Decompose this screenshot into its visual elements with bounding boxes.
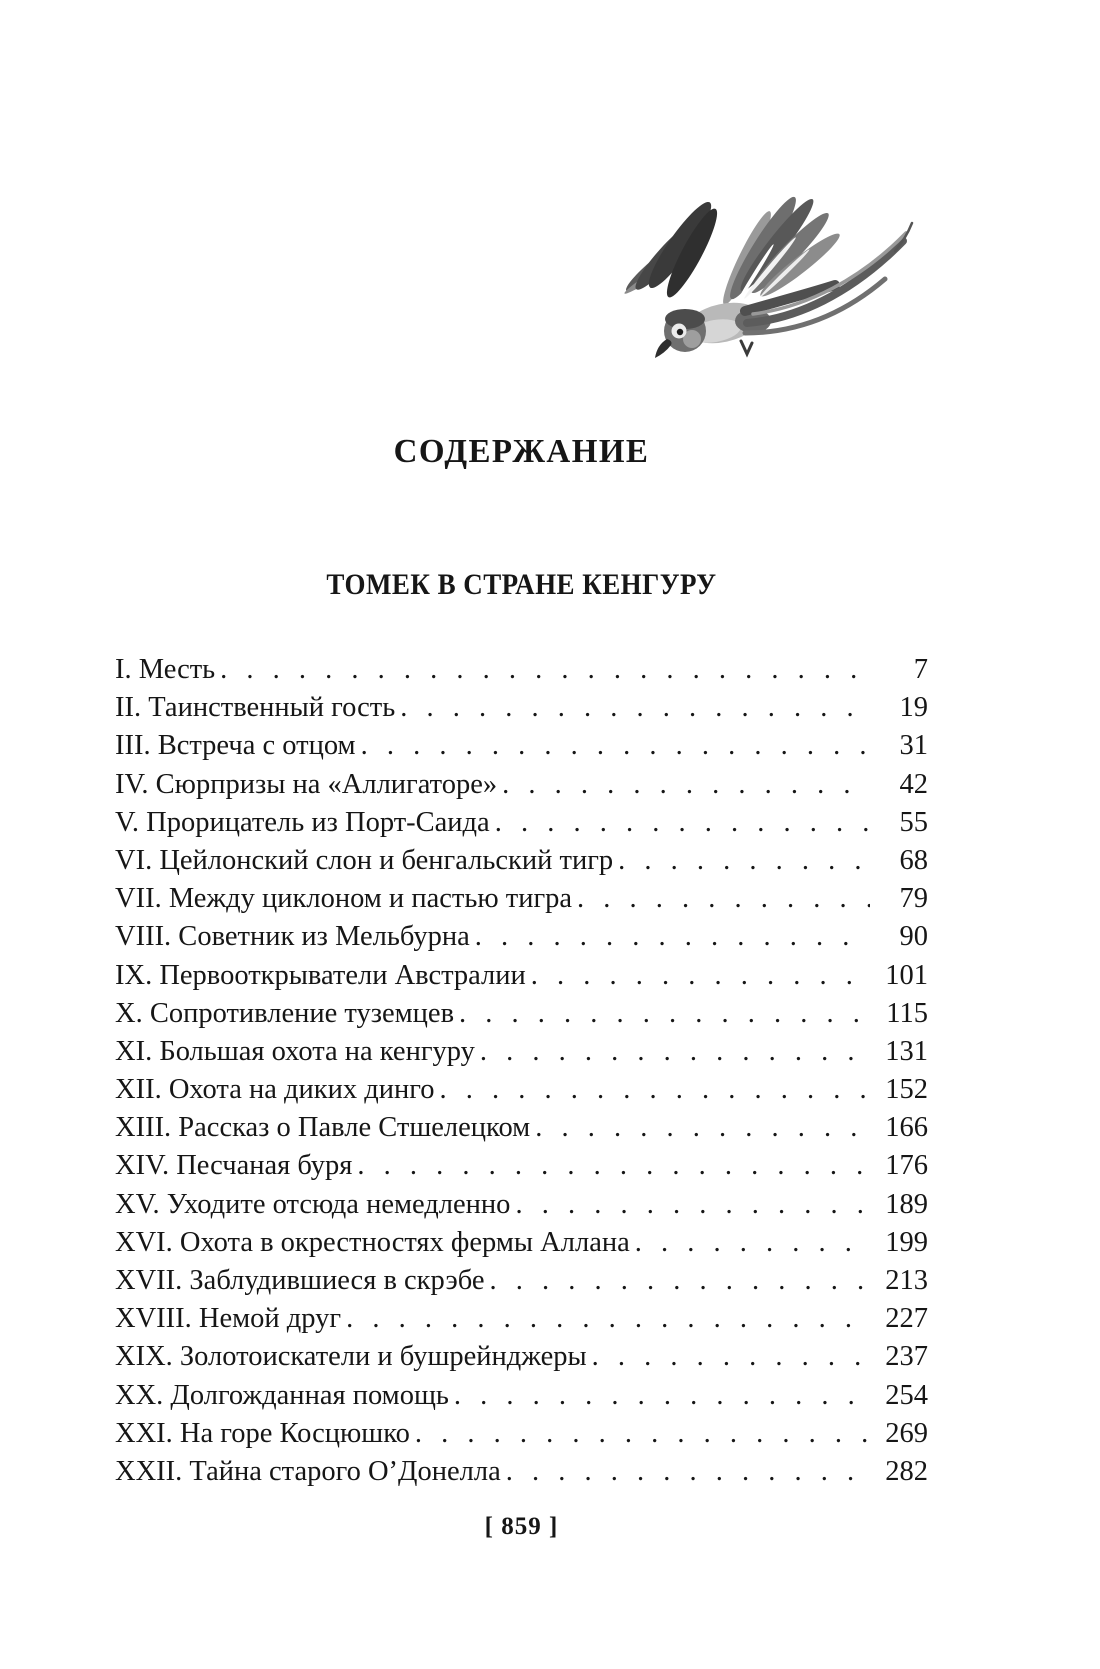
chapter-title: XIV. Песчаная буря: [115, 1150, 353, 1182]
book-section-heading: ТОМЕК В СТРАНЕ КЕНГУРУ: [326, 568, 717, 601]
chapter-title: XX. Долгожданная помощь: [115, 1379, 449, 1411]
chapter-title: XXII. Тайна старого О’Донелла: [115, 1455, 501, 1487]
toc-entry: [115, 880, 928, 918]
dot-leader: [352, 1147, 870, 1185]
text-column: [115, 0, 928, 1669]
chapter-page-number: 227: [885, 1303, 928, 1335]
chapter-page-number: 166: [885, 1112, 928, 1144]
dot-leader: [435, 1071, 871, 1109]
chapter-page-number: 254: [885, 1379, 928, 1411]
toc-entry: [115, 1338, 928, 1376]
chapter-page-number: 68: [899, 844, 928, 876]
chapter-title: IX. Первооткрыватели Австралии: [115, 959, 526, 991]
toc-entry: [115, 651, 928, 689]
chapter-page-number: 199: [885, 1226, 928, 1258]
dot-leader: [454, 995, 870, 1033]
chapter-title: XIX. Золотоискатели и бушрейнджеры: [115, 1341, 587, 1373]
chapter-page-number: 55: [899, 806, 928, 838]
chapter-page-number: 282: [885, 1455, 928, 1487]
toc-entry: [115, 1071, 928, 1109]
toc-entry: [115, 957, 928, 995]
toc-entry: [115, 1186, 928, 1224]
chapter-page-number: 237: [885, 1341, 928, 1373]
dot-leader: [395, 689, 870, 727]
page-folio: [ 859 ]: [484, 1513, 559, 1540]
toc-entry: [115, 1147, 928, 1185]
dot-leader: [470, 918, 870, 956]
chapter-page-number: 90: [899, 921, 928, 953]
chapter-page-number: 42: [899, 768, 928, 800]
dot-leader: [526, 957, 870, 995]
contents-heading: СОДЕРЖАНИЕ: [393, 433, 650, 470]
chapter-title: XII. Охота на диких динго: [115, 1074, 435, 1106]
chapter-title: III. Встреча с отцом: [115, 730, 356, 762]
chapter-title: XI. Большая охота на кенгуру: [115, 1035, 475, 1067]
dot-leader: [356, 727, 870, 765]
toc-entry: [115, 918, 928, 956]
chapter-page-number: 152: [885, 1074, 928, 1106]
toc-entry: [115, 727, 928, 765]
chapter-page-number: 115: [886, 997, 928, 1029]
chapter-title: II. Таинственный гость: [115, 692, 396, 724]
chapter-title: XVII. Заблудившиеся в скрэбе: [115, 1265, 485, 1296]
dot-leader: [475, 1033, 870, 1071]
toc-entry: [115, 1377, 928, 1415]
chapter-title: XVIII. Немой друг: [115, 1303, 342, 1335]
toc-entry: [115, 1300, 928, 1338]
dot-leader: [510, 1186, 870, 1224]
dot-leader: [215, 651, 870, 689]
dot-leader: [613, 842, 870, 880]
toc-entry: [115, 766, 928, 804]
dot-leader: [572, 880, 870, 918]
chapter-title: VII. Между циклоном и пастью тигра: [115, 883, 573, 915]
chapter-title: V. Прорицатель из Порт-Саида: [115, 806, 490, 838]
chapter-page-number: 269: [885, 1417, 928, 1449]
chapter-page-number: 7: [913, 654, 928, 685]
dot-leader: [501, 1453, 870, 1491]
chapter-page-number: 189: [885, 1188, 928, 1220]
toc-entry: [115, 1109, 928, 1147]
dot-leader: [449, 1377, 870, 1415]
chapter-title: VIII. Советник из Мельбурна: [115, 921, 470, 953]
toc-entry: [115, 689, 928, 727]
dot-leader: [410, 1415, 870, 1453]
toc-entry: [115, 1033, 928, 1071]
chapter-page-number: 79: [899, 883, 928, 915]
dot-leader: [630, 1224, 870, 1262]
dot-leader: [497, 766, 870, 804]
toc-entry: [115, 804, 928, 842]
chapter-page-number: 131: [885, 1035, 928, 1067]
dot-leader: [341, 1300, 870, 1338]
chapter-page-number: 19: [899, 692, 928, 724]
chapter-title: I. Месть: [115, 654, 216, 685]
dot-leader: [587, 1338, 870, 1376]
toc-entry: [115, 1224, 928, 1262]
dot-leader: [484, 1262, 870, 1300]
toc-entry: [115, 842, 928, 880]
chapter-title: XVI. Охота в окрестностях фермы Аллана: [115, 1226, 630, 1258]
toc-entry: [115, 1415, 928, 1453]
chapter-title: XIII. Рассказ о Павле Стшелецком: [115, 1112, 531, 1144]
chapter-page-number: 101: [885, 959, 928, 991]
toc-entry: [115, 995, 928, 1033]
chapter-title: VI. Цейлонский слон и бенгальский тигр: [115, 844, 614, 876]
chapter-title: X. Сопротивление туземцев: [115, 997, 455, 1029]
dot-leader: [490, 804, 870, 842]
dot-leader: [530, 1109, 870, 1147]
chapter-title: IV. Сюрпризы на «Аллигаторе»: [115, 768, 498, 800]
chapter-page-number: 176: [885, 1150, 928, 1182]
chapter-page-number: 31: [899, 730, 928, 762]
chapter-title: XV. Уходите отсюда немедленно: [115, 1188, 511, 1220]
toc-list: [115, 651, 928, 1491]
toc-entry: [115, 1453, 928, 1491]
chapter-page-number: 213: [885, 1265, 928, 1296]
chapter-title: XXI. На горе Косцюшко: [115, 1417, 410, 1449]
toc-entry: [115, 1262, 928, 1300]
